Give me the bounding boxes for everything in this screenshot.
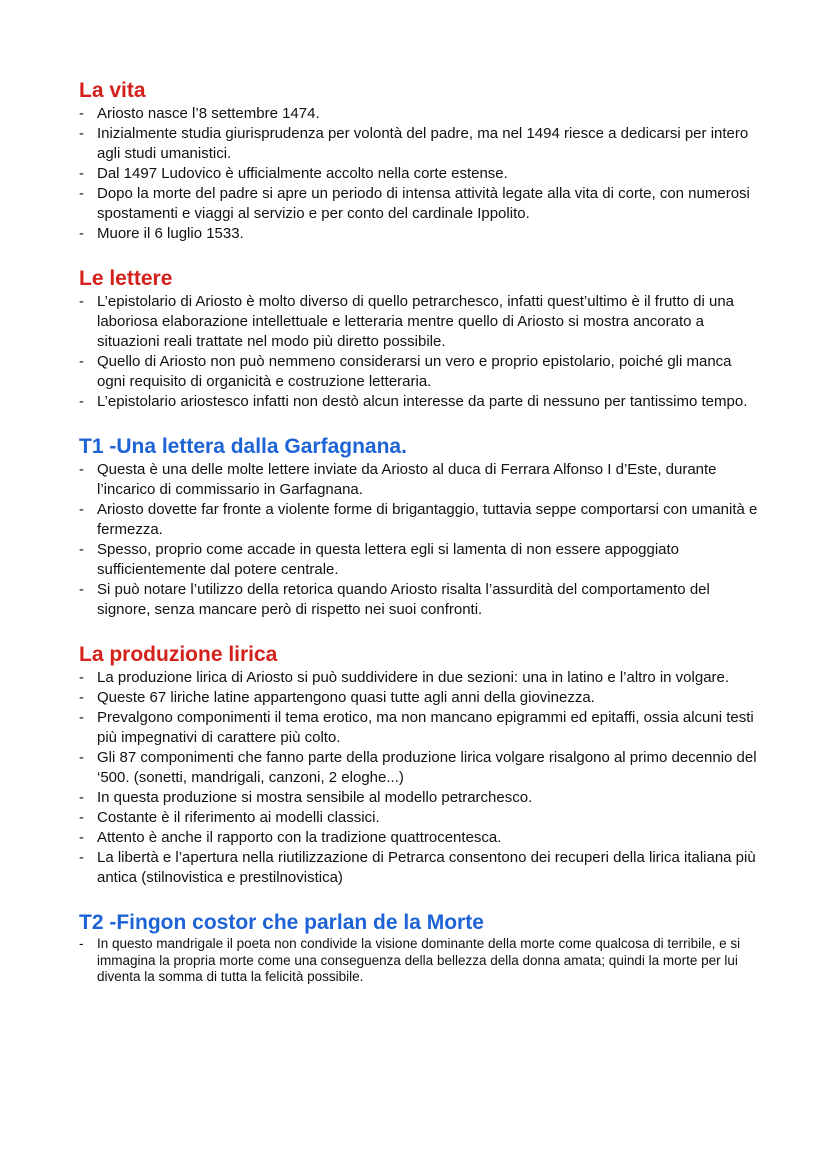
list-item: [79, 184, 759, 224]
list-item-text: Prevalgono componimenti il tema erotico, ma non mancano epigrammi ed epitaffi, ossia alcuni testi più impegnativi di carattere più colto.: [97, 709, 754, 746]
dash-bullet-icon: -: [79, 669, 84, 686]
list-item-text: Ariosto nasce l’8 settembre 1474.: [97, 105, 320, 122]
list-item: [79, 828, 759, 848]
dash-bullet-icon: -: [79, 185, 84, 202]
list-item: [79, 708, 759, 748]
dash-bullet-icon: -: [79, 809, 84, 826]
bullet-list: [79, 104, 759, 244]
dash-bullet-icon: -: [79, 581, 84, 598]
list-item: [79, 848, 759, 888]
dash-bullet-icon: -: [79, 849, 84, 866]
list-item-text: Costante è il riferimento ai modelli classici.: [97, 809, 380, 826]
list-item-text: Quello di Ariosto non può nemmeno considerarsi un vero e proprio epistolario, poiché gli manca ogni requisito di organicità e costruzione letteraria.: [97, 353, 732, 390]
list-item: [79, 460, 759, 500]
dash-bullet-icon: -: [79, 393, 84, 410]
list-item-text: Questa è una delle molte lettere inviate da Ariosto al duca di Ferrara Alfonso I d’Este, durante l’incarico di commissario in Garfagnana.: [97, 461, 717, 498]
list-item: [79, 292, 759, 352]
list-item: [79, 124, 759, 164]
dash-bullet-icon: -: [79, 501, 84, 518]
list-item-text: Spesso, proprio come accade in questa lettera egli si lamenta di non essere appoggiato sufficientemente dal potere centrale.: [97, 541, 680, 578]
dash-bullet-icon: -: [79, 749, 84, 766]
list-item: [79, 224, 759, 244]
section-heading: Le lettere: [79, 267, 173, 290]
list-item: [79, 936, 759, 986]
list-item: [79, 104, 759, 124]
list-item-text: Inizialmente studia giurisprudenza per volontà del padre, ma nel 1494 riesce a dedicarsi per intero agli studi umanistici.: [97, 125, 749, 162]
dash-bullet-icon: -: [79, 225, 84, 242]
dash-bullet-icon: -: [79, 689, 84, 706]
section-heading: La vita: [79, 79, 146, 102]
list-item: [79, 580, 759, 620]
list-item: [79, 164, 759, 184]
list-item-text: Queste 67 liriche latine appartengono quasi tutte agli anni della giovinezza.: [97, 689, 595, 706]
list-item: [79, 748, 759, 788]
dash-bullet-icon: -: [79, 353, 84, 370]
list-item-text: L’epistolario di Ariosto è molto diverso di quello petrarchesco, infatti quest’ultimo è il frutto di una laboriosa elaborazione intellettuale e letteraria mentre quello di Ariosto si mostra ancorato a situazioni reali trattate nel modo più diretto possibile.: [97, 293, 735, 350]
dash-bullet-icon: -: [79, 105, 84, 122]
bullet-list: [79, 460, 759, 620]
list-item-text: In questa produzione si mostra sensibile al modello petrarchesco.: [97, 789, 533, 806]
list-item-text: La produzione lirica di Ariosto si può suddividere in due sezioni: una in latino e l’altro in volgare.: [97, 669, 730, 686]
dash-bullet-icon: -: [79, 709, 84, 726]
dash-bullet-icon: -: [79, 541, 84, 558]
list-item-text: L’epistolario ariostesco infatti non destò alcun interesse da parte di nessuno per tantissimo tempo.: [97, 393, 748, 410]
bullet-list: [79, 292, 759, 412]
list-item: [79, 540, 759, 580]
document-page: [79, 78, 759, 986]
section-heading: T1 -Una lettera dalla Garfagnana.: [79, 435, 407, 458]
dash-bullet-icon: -: [79, 789, 84, 806]
list-item: [79, 392, 759, 412]
list-item: [79, 668, 759, 688]
bullet-list: [79, 936, 759, 986]
list-item-text: Dopo la morte del padre si apre un periodo di intensa attività legate alla vita di corte, con numerosi spostamenti e viaggi al servizio e per conto del cardinale Ippolito.: [97, 185, 750, 222]
list-item-text: La libertà e l’apertura nella riutilizzazione di Petrarca consentono dei recuperi della lirica italiana più antica (stilnovistica e prestilnovistica): [97, 849, 756, 886]
dash-bullet-icon: -: [79, 936, 84, 951]
list-item: [79, 808, 759, 828]
list-item-text: Ariosto dovette far fronte a violente forme di brigantaggio, tuttavia seppe comportarsi con umanità e fermezza.: [97, 501, 758, 538]
list-item: [79, 688, 759, 708]
section-le-lettere: [79, 266, 759, 412]
list-item-text: Dal 1497 Ludovico è ufficialmente accolto nella corte estense.: [97, 165, 508, 182]
section-t1-lettera-garfagnana: [79, 434, 759, 620]
list-item-text: Muore il 6 luglio 1533.: [97, 225, 244, 242]
section-heading: La produzione lirica: [79, 643, 278, 666]
list-item: [79, 788, 759, 808]
dash-bullet-icon: -: [79, 829, 84, 846]
list-item-text: In questo mandrigale il poeta non condivide la visione dominante della morte come qualcosa di terribile, e si immagina la propria morte come una conseguenza della bellezza della donna amata; quindi la morte per lui diventa la somma di tutta la felicità possibile.: [97, 936, 741, 984]
dash-bullet-icon: -: [79, 125, 84, 142]
dash-bullet-icon: -: [79, 461, 84, 478]
section-la-vita: [79, 78, 759, 244]
bullet-list: [79, 668, 759, 888]
section-heading: T2 -Fingon costor che parlan de la Morte: [79, 911, 484, 934]
list-item-text: Si può notare l’utilizzo della retorica quando Ariosto risalta l’assurdità del comportamento del signore, senza mancare però di rispetto nei suoi confronti.: [97, 581, 710, 618]
list-item-text: Gli 87 componimenti che fanno parte della produzione lirica volgare risalgono al primo decennio del ‘500. (sonetti, mandrigali, canzoni, 2 eloghe...): [97, 749, 757, 786]
list-item: [79, 352, 759, 392]
list-item: [79, 500, 759, 540]
section-produzione-lirica: [79, 642, 759, 888]
dash-bullet-icon: -: [79, 293, 84, 310]
section-t2-fingon-costor: [79, 910, 759, 986]
dash-bullet-icon: -: [79, 165, 84, 182]
list-item-text: Attento è anche il rapporto con la tradizione quattrocentesca.: [97, 829, 502, 846]
